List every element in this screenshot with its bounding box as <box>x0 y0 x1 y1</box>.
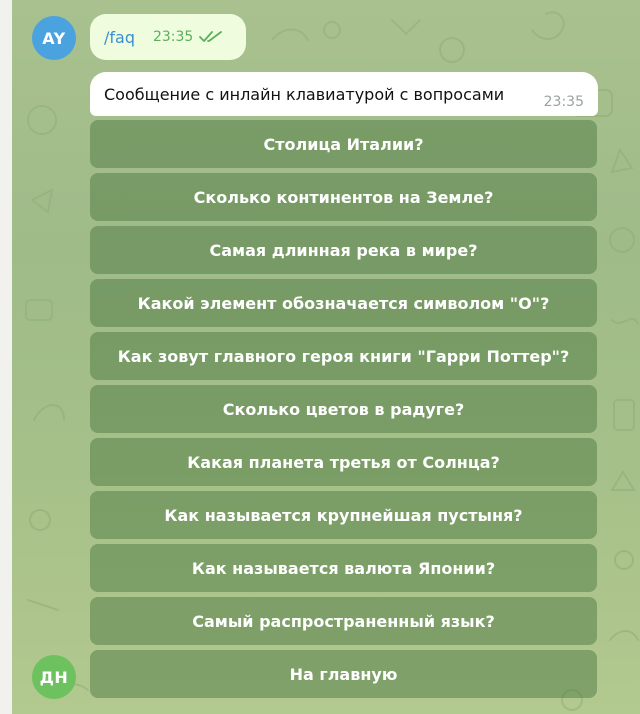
keyboard-button-continents[interactable]: Сколько континентов на Земле? <box>90 173 597 221</box>
incoming-message-time: 23:35 <box>543 94 584 110</box>
keyboard-button-home[interactable]: На главную <box>90 650 597 698</box>
keyboard-button-longest-river[interactable]: Самая длинная река в мире? <box>90 226 597 274</box>
keyboard-button-third-planet[interactable]: Какая планета третья от Солнца? <box>90 438 597 486</box>
incoming-message-bubble <box>90 72 598 116</box>
keyboard-button-harry-potter[interactable]: Как зовут главного героя книги "Гарри Поттер"? <box>90 332 597 380</box>
keyboard-button-largest-desert[interactable]: Как называется крупнейшая пустыня? <box>90 491 597 539</box>
keyboard-button-common-language[interactable]: Самый распространенный язык? <box>90 597 597 645</box>
double-check-icon <box>199 30 223 44</box>
keyboard-button-element-symbol[interactable]: Какой элемент обозначается символом "O"? <box>90 279 597 327</box>
keyboard-button-capital-italy[interactable]: Столица Италии? <box>90 120 597 168</box>
keyboard-button-rainbow-colors[interactable]: Сколько цветов в радуге? <box>90 385 597 433</box>
avatar-dn[interactable]: ДН <box>32 655 76 699</box>
faq-command-link[interactable]: /faq <box>104 27 135 47</box>
outgoing-message-time: 23:35 <box>152 29 194 45</box>
keyboard-button-japan-currency[interactable]: Как называется валюта Японии? <box>90 544 597 592</box>
avatar-ay[interactable]: AY <box>32 16 76 60</box>
incoming-message-text: Сообщение с инлайн клавиатурой с вопросами <box>104 84 505 104</box>
outgoing-message-bubble <box>90 14 246 60</box>
